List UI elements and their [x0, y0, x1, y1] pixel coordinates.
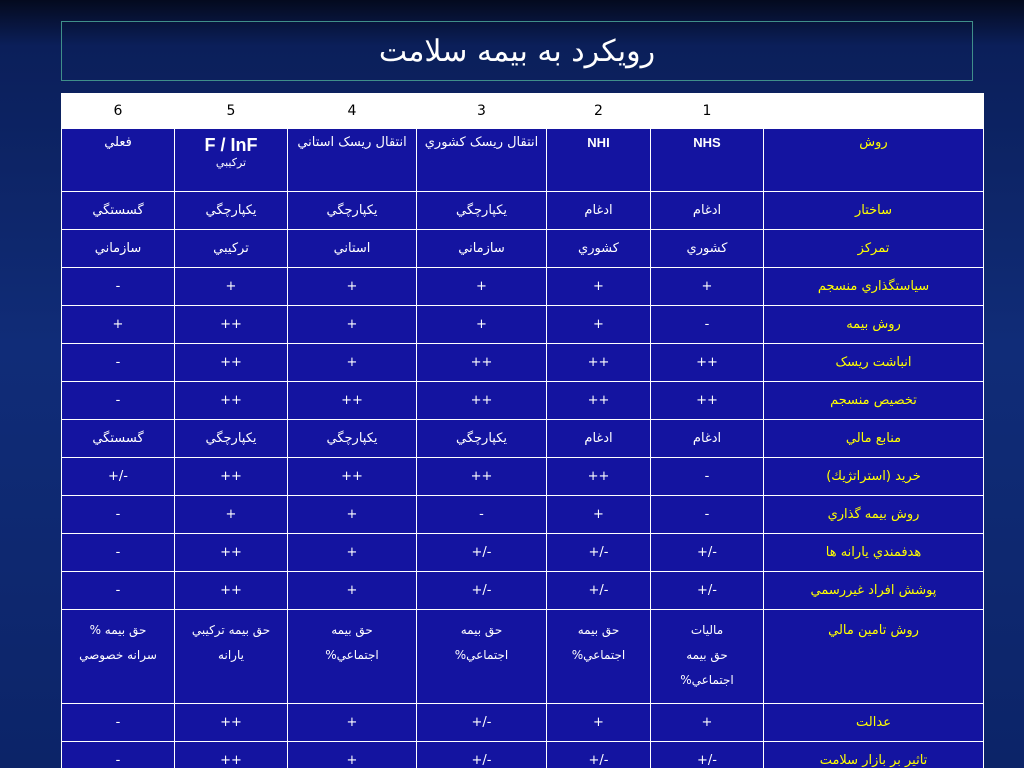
- column-header-3: 3: [417, 94, 547, 129]
- financing-c2: [547, 610, 651, 704]
- row-label-financing: روش تامين مالي: [764, 610, 984, 704]
- table-cell: ادغام: [547, 192, 651, 230]
- title-box: [61, 21, 973, 81]
- table-cell: ++: [175, 742, 288, 768]
- table-cell: يکپارچگي: [288, 420, 417, 458]
- table-cell: -: [62, 382, 175, 420]
- table-cell: +: [288, 268, 417, 306]
- table-cell: ++: [288, 458, 417, 496]
- method-c5-sub: ترکيبي: [215, 156, 247, 169]
- table-cell: -: [62, 268, 175, 306]
- method-row: [62, 129, 984, 192]
- table-cell: کشوري: [547, 230, 651, 268]
- table-cell: ++: [175, 704, 288, 742]
- method-c6: فعلي: [62, 129, 175, 192]
- table-cell: +: [417, 306, 547, 344]
- table-cell: +: [547, 496, 651, 534]
- table-cell: -/+: [62, 458, 175, 496]
- column-header-6: 6: [62, 94, 175, 129]
- table-cell: ++: [417, 382, 547, 420]
- table-cell: ++: [547, 344, 651, 382]
- table-cell: -/+: [417, 534, 547, 572]
- table-cell: -/+: [417, 704, 547, 742]
- financing-line: حق بيمه: [331, 623, 373, 637]
- financing-line: حق بيمه: [686, 648, 728, 662]
- table-cell: +: [288, 534, 417, 572]
- table-row: [62, 496, 984, 534]
- financing-line: اجتماعي%: [571, 648, 626, 662]
- table-cell: -/+: [417, 572, 547, 610]
- header-row: [62, 94, 984, 129]
- table-cell: -: [417, 496, 547, 534]
- table-cell: ++: [417, 458, 547, 496]
- table-row: [62, 306, 984, 344]
- financing-c4: [288, 610, 417, 704]
- table-cell: -/+: [547, 534, 651, 572]
- table-cell: +: [288, 572, 417, 610]
- table-cell: -/+: [547, 742, 651, 768]
- table-row: [62, 742, 984, 768]
- table-cell: ترکيبي: [175, 230, 288, 268]
- financing-line: اجتماعي%: [454, 648, 509, 662]
- table-cell: +: [417, 268, 547, 306]
- row-label: تاثير بر بازار سلامت: [764, 742, 984, 768]
- table-row: [62, 572, 984, 610]
- row-label-method: روش: [764, 129, 984, 192]
- table-cell: +: [288, 496, 417, 534]
- row-label: تمرکز: [764, 230, 984, 268]
- table-cell: -/+: [547, 572, 651, 610]
- table-row: [62, 458, 984, 496]
- table-cell: ++: [651, 382, 764, 420]
- table-cell: ++: [175, 458, 288, 496]
- row-label: منابع مالي: [764, 420, 984, 458]
- table-cell: ++: [547, 458, 651, 496]
- financing-line: اجتماعي%: [680, 673, 734, 687]
- table-cell: +: [288, 344, 417, 382]
- table-cell: سازماني: [62, 230, 175, 268]
- row-label: سياستگذاري منسجم: [764, 268, 984, 306]
- table-row: [62, 192, 984, 230]
- table-row: [62, 420, 984, 458]
- table-cell: +: [62, 306, 175, 344]
- method-c4: انتقال ريسک استاني: [288, 129, 417, 192]
- table-cell: ++: [288, 382, 417, 420]
- comparison-table: [61, 93, 984, 768]
- table-cell: -/+: [417, 742, 547, 768]
- table-cell: -: [651, 496, 764, 534]
- method-c5: [175, 129, 288, 192]
- table-row: [62, 344, 984, 382]
- table-cell: ++: [651, 344, 764, 382]
- table-cell: يکپارچگي: [417, 420, 547, 458]
- table-cell: کشوري: [651, 230, 764, 268]
- table-cell: ++: [175, 344, 288, 382]
- row-label: هدفمندي يارانه ها: [764, 534, 984, 572]
- table-cell: -/+: [651, 572, 764, 610]
- row-label: روش بيمه: [764, 306, 984, 344]
- table-cell: -: [62, 704, 175, 742]
- table-cell: +: [175, 496, 288, 534]
- table-cell: يکپارچگي: [288, 192, 417, 230]
- financing-line: سرانه خصوصي: [79, 648, 157, 662]
- column-header-4: 4: [288, 94, 417, 129]
- financing-line: حق بيمه ترکيبي: [191, 623, 271, 637]
- table-cell: گسستگي: [62, 192, 175, 230]
- financing-c3: [417, 610, 547, 704]
- table-cell: ++: [175, 534, 288, 572]
- table-cell: گسستگي: [62, 420, 175, 458]
- column-header-2: 2: [547, 94, 651, 129]
- method-c3: انتقال ريسک کشوري: [417, 129, 547, 192]
- table-cell: -: [651, 458, 764, 496]
- table-cell: استاني: [288, 230, 417, 268]
- table-row: [62, 230, 984, 268]
- financing-c6: [62, 610, 175, 704]
- table-row: [62, 704, 984, 742]
- financing-line: حق بيمه: [460, 623, 503, 637]
- table-cell: -: [651, 306, 764, 344]
- table-cell: -: [62, 496, 175, 534]
- row-label: عدالت: [764, 704, 984, 742]
- table-cell: سازماني: [417, 230, 547, 268]
- table-cell: ادغام: [651, 420, 764, 458]
- table-cell: -: [62, 344, 175, 382]
- table-cell: +: [175, 268, 288, 306]
- table-row: [62, 268, 984, 306]
- table-cell: +: [547, 268, 651, 306]
- column-header-5: 5: [175, 94, 288, 129]
- table-cell: ++: [175, 382, 288, 420]
- table-cell: +: [288, 704, 417, 742]
- table-cell: يکپارچگي: [175, 420, 288, 458]
- financing-line: ماليات: [690, 623, 724, 637]
- method-c1: NHS: [651, 129, 764, 192]
- row-label: ساختار: [764, 192, 984, 230]
- financing-line: حق بيمه %: [89, 623, 147, 637]
- column-header-1: 1: [651, 94, 764, 129]
- table-cell: ++: [175, 572, 288, 610]
- table-cell: +: [547, 306, 651, 344]
- table-cell: يکپارچگي: [417, 192, 547, 230]
- row-label: انباشت ريسک: [764, 344, 984, 382]
- financing-line: اجتماعي%: [325, 648, 379, 662]
- table-cell: -: [62, 572, 175, 610]
- financing-c5: [175, 610, 288, 704]
- table-cell: ++: [175, 306, 288, 344]
- row-label: خريد (استراتژيك): [764, 458, 984, 496]
- financing-line: يارانه: [218, 648, 244, 662]
- table-cell: ادغام: [547, 420, 651, 458]
- financing-line: حق بيمه: [577, 623, 620, 637]
- table-cell: +: [651, 704, 764, 742]
- table-cell: +: [547, 704, 651, 742]
- row-label: پوشش افراد غيررسمي: [764, 572, 984, 610]
- table-cell: ++: [547, 382, 651, 420]
- table-cell: -/+: [651, 534, 764, 572]
- table-cell: يکپارچگي: [175, 192, 288, 230]
- table-cell: +: [288, 742, 417, 768]
- row-label: تخصيص منسجم: [764, 382, 984, 420]
- table-row: [62, 534, 984, 572]
- table-cell: ادغام: [651, 192, 764, 230]
- method-c5-main: F / InF: [204, 135, 258, 155]
- table-cell: -: [62, 534, 175, 572]
- table-cell: -: [62, 742, 175, 768]
- financing-row: [62, 610, 984, 704]
- method-c2: NHI: [547, 129, 651, 192]
- financing-c1: [651, 610, 764, 704]
- slide-title: رويکرد به بيمه سلامت: [378, 33, 656, 69]
- table-cell: -/+: [651, 742, 764, 768]
- table-cell: +: [288, 306, 417, 344]
- table-cell: ++: [417, 344, 547, 382]
- table-cell: +: [651, 268, 764, 306]
- row-label: روش بيمه گذاري: [764, 496, 984, 534]
- table-row: [62, 382, 984, 420]
- corner-cell: [764, 94, 984, 129]
